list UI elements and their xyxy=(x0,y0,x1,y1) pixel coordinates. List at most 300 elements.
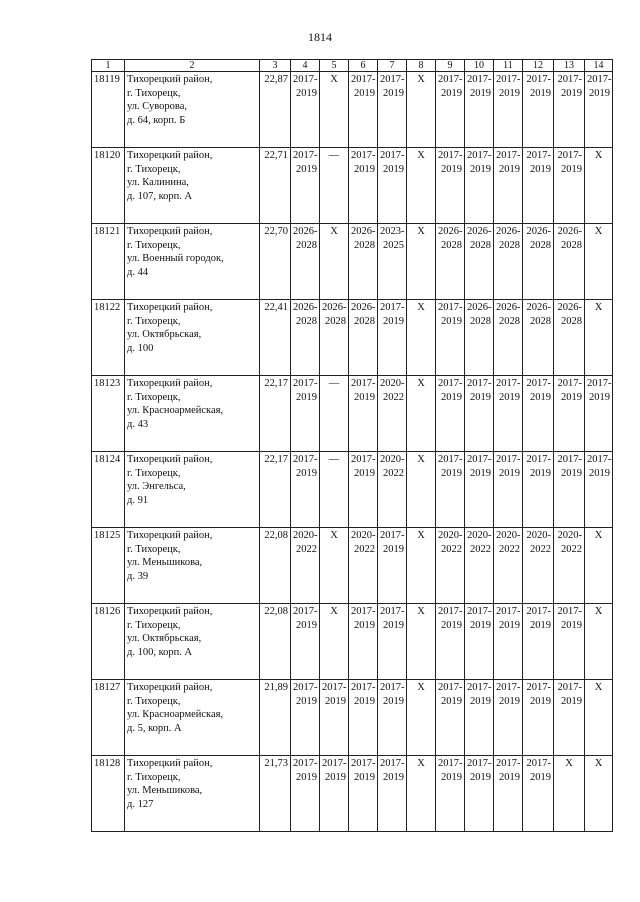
period-line: 2017- xyxy=(322,682,347,693)
period-cell xyxy=(554,604,585,680)
period-line: 2019 xyxy=(383,87,404,99)
period-line: 2019 xyxy=(354,87,375,99)
period-cell xyxy=(523,224,554,300)
period-line: 2017- xyxy=(438,454,463,465)
period-cell xyxy=(554,300,585,376)
area-cell: 22,17 xyxy=(260,376,291,452)
period-line: 2017- xyxy=(351,606,376,617)
period-cell xyxy=(494,604,523,680)
address-line: ул. Красноармейская, xyxy=(127,405,224,416)
period-line: 2019 xyxy=(561,467,582,479)
address-line: Тихорецкий район, xyxy=(127,758,213,769)
address-line: г. Тихорецк, xyxy=(127,391,181,403)
object-id-cell: 18123 xyxy=(92,376,125,452)
period-line: 2017- xyxy=(557,74,582,85)
period-line: 2022 xyxy=(441,543,462,555)
period-line: 2019 xyxy=(499,771,520,783)
period-line: 2019 xyxy=(354,695,375,707)
period-line: 2028 xyxy=(470,315,491,327)
mark-text: X xyxy=(594,302,603,313)
period-cell xyxy=(291,376,320,452)
period-cell xyxy=(465,224,494,300)
period-line: 2019 xyxy=(589,87,610,99)
period-line: 2020- xyxy=(380,454,405,465)
period-line: 2026- xyxy=(351,226,376,237)
period-line: 2019 xyxy=(383,315,404,327)
period-line: 2028 xyxy=(354,239,375,251)
address-cell xyxy=(125,300,260,376)
period-cell xyxy=(523,72,554,148)
period-cell xyxy=(378,376,407,452)
table-row xyxy=(92,72,613,148)
period-cell xyxy=(291,224,320,300)
period-line: 2017- xyxy=(438,150,463,161)
period-cell xyxy=(378,148,407,224)
column-header: 1 xyxy=(92,60,125,72)
period-line: 2019 xyxy=(530,391,551,403)
period-cell xyxy=(349,680,378,756)
period-line: 2020- xyxy=(438,530,463,541)
period-line: 2017- xyxy=(526,378,551,389)
address-line: д. 127 xyxy=(127,798,154,810)
period-cell xyxy=(465,604,494,680)
period-cell xyxy=(494,452,523,528)
period-cell xyxy=(291,604,320,680)
period-line: 2017- xyxy=(467,606,492,617)
mark-text: X xyxy=(330,226,338,237)
table-row xyxy=(92,148,613,224)
mark-text: X xyxy=(594,226,603,237)
period-cell xyxy=(554,72,585,148)
mark-text: X xyxy=(594,606,603,617)
object-id-cell: 18120 xyxy=(92,148,125,224)
period-line: 2026- xyxy=(526,226,551,237)
period-cell xyxy=(320,680,349,756)
page-number: 1814 xyxy=(308,30,332,44)
period-cell xyxy=(349,376,378,452)
period-line: 2028 xyxy=(325,315,346,327)
mark-cell xyxy=(585,756,613,832)
address-line: д. 100, корп. А xyxy=(127,646,193,658)
address-line: Тихорецкий район, xyxy=(127,454,213,465)
period-line: 2022 xyxy=(470,543,491,555)
column-header: 4 xyxy=(291,60,320,72)
period-cell xyxy=(465,300,494,376)
period-line: 2019 xyxy=(561,695,582,707)
period-line: 2017- xyxy=(587,378,612,389)
period-line: 2017- xyxy=(438,74,463,85)
column-header: 13 xyxy=(554,60,585,72)
period-line: 2017- xyxy=(496,758,521,769)
period-line: 2019 xyxy=(354,391,375,403)
address-line: Тихорецкий район, xyxy=(127,378,213,389)
period-cell xyxy=(291,300,320,376)
column-header: 3 xyxy=(260,60,291,72)
period-line: 2020- xyxy=(351,530,376,541)
period-line: 2017- xyxy=(351,682,376,693)
period-line: 2017- xyxy=(557,606,582,617)
period-line: 2017- xyxy=(526,454,551,465)
period-cell xyxy=(465,72,494,148)
period-line: 2019 xyxy=(530,695,551,707)
area-cell: 22,08 xyxy=(260,604,291,680)
period-line: 2017- xyxy=(293,378,318,389)
address-line: Тихорецкий район, xyxy=(127,150,213,161)
period-line: 2019 xyxy=(325,771,346,783)
address-line: Тихорецкий район, xyxy=(127,606,213,617)
column-header: 10 xyxy=(465,60,494,72)
address-cell xyxy=(125,376,260,452)
address-line: д. 43 xyxy=(127,418,149,430)
period-line: 2017- xyxy=(380,74,405,85)
period-line: 2026- xyxy=(557,226,582,237)
area-cell: 22,87 xyxy=(260,72,291,148)
address-cell xyxy=(125,604,260,680)
period-line: 2028 xyxy=(441,239,462,251)
mark-text: — xyxy=(328,378,340,389)
table-row xyxy=(92,300,613,376)
mark-text: X xyxy=(417,530,425,541)
period-cell xyxy=(436,300,465,376)
object-id-cell: 18128 xyxy=(92,756,125,832)
period-cell xyxy=(554,224,585,300)
table-row xyxy=(92,604,613,680)
column-header: 7 xyxy=(378,60,407,72)
period-line: 2017- xyxy=(467,454,492,465)
period-cell xyxy=(320,300,349,376)
period-line: 2019 xyxy=(470,695,491,707)
period-cell xyxy=(378,72,407,148)
period-line: 2019 xyxy=(499,467,520,479)
period-line: 2019 xyxy=(561,163,582,175)
period-line: 2017- xyxy=(557,150,582,161)
period-line: 2017- xyxy=(557,378,582,389)
period-line: 2025 xyxy=(383,239,404,251)
period-line: 2017- xyxy=(438,682,463,693)
period-cell xyxy=(523,680,554,756)
address-line: ул. Энгельса, xyxy=(127,481,186,492)
object-id-cell: 18127 xyxy=(92,680,125,756)
period-line: 2019 xyxy=(530,467,551,479)
mark-cell xyxy=(320,604,349,680)
table-row xyxy=(92,528,613,604)
period-cell xyxy=(494,680,523,756)
period-cell xyxy=(523,376,554,452)
period-line: 2017- xyxy=(351,74,376,85)
mark-cell xyxy=(407,72,436,148)
address-line: ул. Меньшикова, xyxy=(127,557,203,568)
period-line: 2017- xyxy=(380,530,405,541)
period-line: 2017- xyxy=(467,150,492,161)
period-line: 2019 xyxy=(530,163,551,175)
area-cell: 21,73 xyxy=(260,756,291,832)
period-line: 2028 xyxy=(296,315,317,327)
mark-text: X xyxy=(417,454,425,465)
period-line: 2017- xyxy=(322,758,347,769)
object-id-cell: 18121 xyxy=(92,224,125,300)
period-cell xyxy=(349,528,378,604)
address-line: г. Тихорецк, xyxy=(127,239,181,251)
address-line: ул. Меньшикова, xyxy=(127,785,203,796)
period-line: 2019 xyxy=(296,391,317,403)
period-line: 2022 xyxy=(530,543,551,555)
mark-cell xyxy=(407,680,436,756)
period-line: 2017- xyxy=(496,606,521,617)
mark-cell xyxy=(585,604,613,680)
period-line: 2019 xyxy=(441,467,462,479)
column-header: 8 xyxy=(407,60,436,72)
address-line: д. 64, корп. Б xyxy=(127,114,186,126)
period-line: 2019 xyxy=(470,619,491,631)
period-line: 2026- xyxy=(467,302,492,313)
period-line: 2028 xyxy=(530,239,551,251)
address-line: г. Тихорецк, xyxy=(127,619,181,631)
period-line: 2017- xyxy=(351,454,376,465)
column-header: 9 xyxy=(436,60,465,72)
period-line: 2017- xyxy=(293,758,318,769)
mark-cell xyxy=(407,604,436,680)
address-cell xyxy=(125,224,260,300)
address-cell xyxy=(125,528,260,604)
mark-cell xyxy=(320,72,349,148)
period-line: 2019 xyxy=(441,163,462,175)
mark-text: X xyxy=(565,758,573,769)
period-line: 2019 xyxy=(383,619,404,631)
mark-text: — xyxy=(328,454,340,465)
period-line: 2022 xyxy=(499,543,520,555)
mark-text: X xyxy=(330,530,338,541)
period-line: 2017- xyxy=(293,454,318,465)
period-line: 2026- xyxy=(526,302,551,313)
period-cell xyxy=(554,452,585,528)
period-line: 2017- xyxy=(380,758,405,769)
address-line: ул. Военный городок, xyxy=(127,253,224,264)
period-line: 2017- xyxy=(557,454,582,465)
period-line: 2019 xyxy=(441,619,462,631)
address-line: Тихорецкий район, xyxy=(127,74,213,85)
period-line: 2019 xyxy=(470,391,491,403)
period-cell xyxy=(494,376,523,452)
address-cell xyxy=(125,72,260,148)
period-line: 2017- xyxy=(526,606,551,617)
period-line: 2026- xyxy=(322,302,347,313)
address-line: ул. Калинина, xyxy=(127,177,189,188)
period-line: 2019 xyxy=(530,771,551,783)
address-line: д. 107, корп. А xyxy=(127,190,193,202)
period-line: 2026- xyxy=(557,302,582,313)
mark-text: X xyxy=(594,530,603,541)
period-cell xyxy=(378,452,407,528)
period-line: 2017- xyxy=(496,74,521,85)
period-cell xyxy=(465,376,494,452)
mark-cell xyxy=(407,756,436,832)
address-line: Тихорецкий район, xyxy=(127,226,213,237)
mark-text: X xyxy=(330,74,338,85)
period-cell xyxy=(523,604,554,680)
period-line: 2019 xyxy=(296,163,317,175)
period-line: 2028 xyxy=(354,315,375,327)
period-line: 2019 xyxy=(354,163,375,175)
period-cell xyxy=(378,300,407,376)
period-line: 2026- xyxy=(496,226,521,237)
period-cell xyxy=(523,300,554,376)
object-id-cell: 18126 xyxy=(92,604,125,680)
period-line: 2028 xyxy=(561,239,582,251)
period-line: 2019 xyxy=(530,619,551,631)
period-cell xyxy=(349,72,378,148)
address-line: ул. Суворова, xyxy=(127,101,188,112)
period-line: 2017- xyxy=(526,682,551,693)
period-line: 2022 xyxy=(383,391,404,403)
mark-cell xyxy=(407,300,436,376)
period-cell xyxy=(436,452,465,528)
period-line: 2028 xyxy=(499,239,520,251)
object-id-cell: 18124 xyxy=(92,452,125,528)
period-line: 2017- xyxy=(526,150,551,161)
period-line: 2017- xyxy=(438,378,463,389)
address-cell xyxy=(125,680,260,756)
period-cell xyxy=(494,756,523,832)
address-line: г. Тихорецк, xyxy=(127,695,181,707)
period-line: 2019 xyxy=(470,87,491,99)
mark-text: X xyxy=(417,378,425,389)
register-body xyxy=(92,72,613,832)
period-cell xyxy=(291,680,320,756)
period-line: 2019 xyxy=(354,771,375,783)
period-line: 2017- xyxy=(380,302,405,313)
period-cell xyxy=(494,72,523,148)
address-line: ул. Красноармейская, xyxy=(127,709,224,720)
period-line: 2017- xyxy=(380,606,405,617)
address-line: г. Тихорецк, xyxy=(127,771,181,783)
table-row xyxy=(92,224,613,300)
area-cell: 21,89 xyxy=(260,680,291,756)
mark-text: X xyxy=(417,302,425,313)
mark-text: X xyxy=(417,74,425,85)
address-line: д. 5, корп. А xyxy=(127,722,182,734)
period-line: 2019 xyxy=(383,771,404,783)
period-line: 2019 xyxy=(441,87,462,99)
period-line: 2019 xyxy=(296,771,317,783)
period-line: 2028 xyxy=(499,315,520,327)
mark-cell xyxy=(320,224,349,300)
period-line: 2026- xyxy=(293,226,318,237)
period-line: 2017- xyxy=(380,682,405,693)
period-line: 2017- xyxy=(438,606,463,617)
mark-text: X xyxy=(330,606,338,617)
mark-text: — xyxy=(328,150,340,161)
period-line: 2019 xyxy=(441,771,462,783)
mark-cell xyxy=(585,528,613,604)
period-cell xyxy=(436,604,465,680)
period-line: 2017- xyxy=(293,150,318,161)
period-line: 2019 xyxy=(441,315,462,327)
mark-text: X xyxy=(594,682,603,693)
period-line: 2020- xyxy=(293,530,318,541)
period-cell xyxy=(436,224,465,300)
period-line: 2020- xyxy=(557,530,582,541)
address-line: ул. Октябрьская, xyxy=(127,329,202,340)
address-cell xyxy=(125,756,260,832)
table-row xyxy=(92,376,613,452)
address-line: г. Тихорецк, xyxy=(127,467,181,479)
period-line: 2019 xyxy=(441,391,462,403)
mark-cell xyxy=(320,376,349,452)
mark-cell xyxy=(407,452,436,528)
mark-cell xyxy=(554,756,585,832)
period-line: 2017- xyxy=(496,454,521,465)
mark-text: X xyxy=(417,606,425,617)
period-cell xyxy=(523,148,554,224)
period-cell xyxy=(465,756,494,832)
period-cell xyxy=(378,680,407,756)
column-header: 2 xyxy=(125,60,260,72)
period-cell xyxy=(349,604,378,680)
period-line: 2017- xyxy=(293,606,318,617)
address-cell xyxy=(125,148,260,224)
period-line: 2019 xyxy=(561,619,582,631)
period-line: 2019 xyxy=(561,391,582,403)
period-cell xyxy=(585,72,613,148)
period-line: 2019 xyxy=(499,391,520,403)
period-line: 2019 xyxy=(470,163,491,175)
period-line: 2017- xyxy=(526,74,551,85)
object-id-cell: 18122 xyxy=(92,300,125,376)
period-cell xyxy=(436,376,465,452)
period-line: 2017- xyxy=(380,150,405,161)
period-line: 2017- xyxy=(438,302,463,313)
period-cell xyxy=(349,452,378,528)
mark-text: X xyxy=(594,150,603,161)
column-header: 14 xyxy=(585,60,613,72)
period-cell xyxy=(554,148,585,224)
period-line: 2019 xyxy=(383,695,404,707)
period-cell xyxy=(585,376,613,452)
mark-cell xyxy=(585,148,613,224)
column-header: 12 xyxy=(523,60,554,72)
mark-cell xyxy=(585,680,613,756)
period-cell xyxy=(349,224,378,300)
mark-cell xyxy=(407,224,436,300)
mark-cell xyxy=(320,528,349,604)
period-line: 2017- xyxy=(557,682,582,693)
period-line: 2019 xyxy=(499,619,520,631)
period-line: 2017- xyxy=(293,74,318,85)
period-line: 2026- xyxy=(467,226,492,237)
object-id-cell: 18119 xyxy=(92,72,125,148)
period-cell xyxy=(523,452,554,528)
period-cell xyxy=(436,72,465,148)
period-cell xyxy=(436,528,465,604)
period-cell xyxy=(465,528,494,604)
period-line: 2017- xyxy=(587,454,612,465)
area-cell: 22,08 xyxy=(260,528,291,604)
area-cell: 22,17 xyxy=(260,452,291,528)
object-id-cell: 18125 xyxy=(92,528,125,604)
period-line: 2022 xyxy=(354,543,375,555)
period-cell xyxy=(378,528,407,604)
address-line: г. Тихорецк, xyxy=(127,163,181,175)
period-line: 2017- xyxy=(467,682,492,693)
column-header: 11 xyxy=(494,60,523,72)
address-line: г. Тихорецк, xyxy=(127,543,181,555)
period-line: 2017- xyxy=(351,150,376,161)
period-line: 2026- xyxy=(438,226,463,237)
period-line: 2019 xyxy=(530,87,551,99)
period-line: 2019 xyxy=(499,163,520,175)
area-cell: 22,70 xyxy=(260,224,291,300)
period-cell xyxy=(465,452,494,528)
